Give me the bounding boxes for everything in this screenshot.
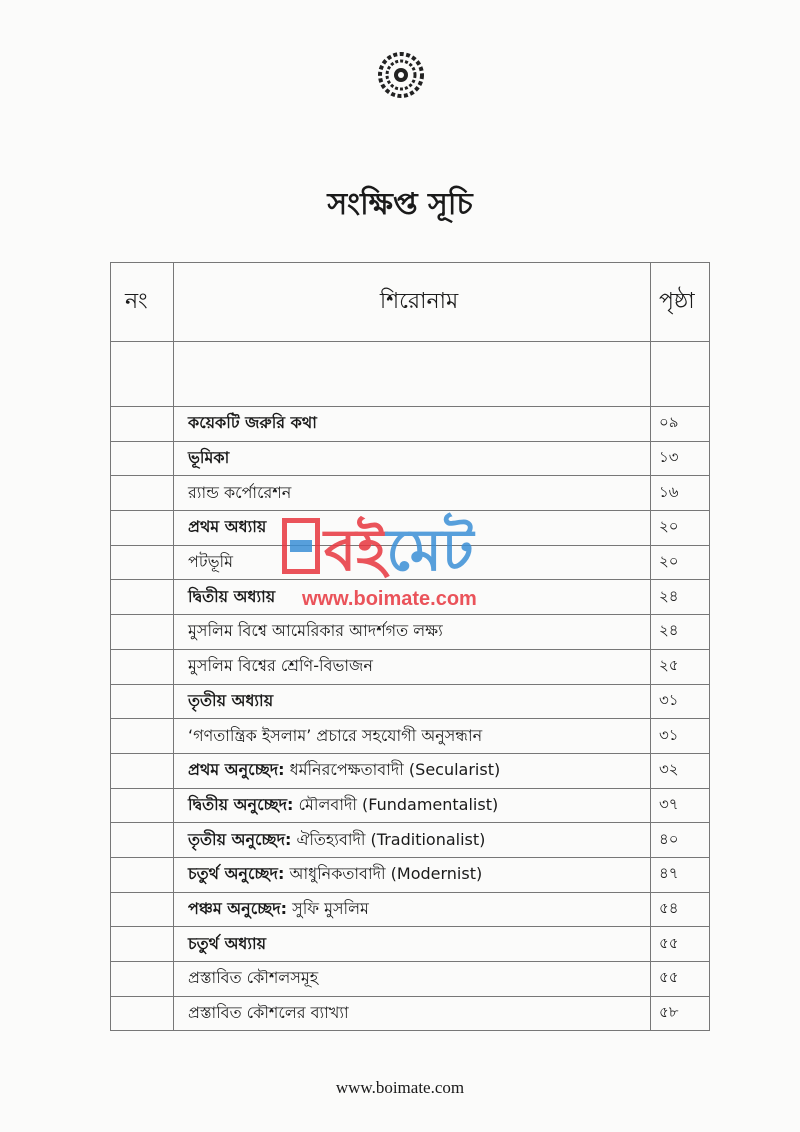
row-number [111,788,174,823]
row-page: ৩১ [651,684,710,719]
row-page: ১৬ [651,476,710,511]
heading-text: প্রস্তাবিত কৌশলসমূহ [188,968,319,988]
heading-bold: প্রথম অনুচ্ছেদ: [188,760,285,780]
row-page: ৩১ [651,719,710,754]
row-heading [174,857,651,892]
row-number [111,615,174,650]
table-row [111,857,710,892]
heading-bold: তৃতীয় অধ্যায় [188,690,274,710]
row-page: ৫৫ [651,962,710,997]
row-number [111,719,174,754]
header-number: নং [111,263,174,342]
header-page: পৃষ্ঠা [651,263,710,342]
row-number [111,927,174,962]
heading-bold: তৃতীয় অনুচ্ছেদ: [188,829,292,849]
table-row [111,649,710,684]
row-page: ৩৭ [651,788,710,823]
row-heading [174,615,651,650]
footer-url: www.boimate.com [335,1078,465,1097]
row-page: ২৫ [651,649,710,684]
row-page: ৫৮ [651,996,710,1031]
heading-bold: চতুর্থ অধ্যায় [188,933,267,953]
row-heading [174,719,651,754]
heading-text: মৌলবাদী (Fundamentalist) [293,794,499,814]
heading-bold: দ্বিতীয় অধ্যায় [188,586,276,606]
row-number [111,580,174,615]
row-heading [174,823,651,858]
row-heading [174,684,651,719]
flower-ornament-icon [378,52,424,98]
row-page: ০৯ [651,407,710,442]
heading-text: মুসলিম বিশ্বের শ্রেণি-বিভাজন [188,656,373,676]
row-page: ২৪ [651,615,710,650]
heading-text: সুফি মুসলিম [287,898,369,918]
header-heading: শিরোনাম [174,263,651,342]
row-page: ৫৫ [651,927,710,962]
heading-bold: কয়েকটি জরুরি কথা [188,413,317,433]
heading-text: পটভূমি [188,552,233,572]
row-heading [174,788,651,823]
heading-bold: দ্বিতীয় অনুচ্ছেদ: [188,794,294,814]
table-row [111,684,710,719]
row-heading [174,649,651,684]
row-page: ২০ [651,545,710,580]
row-number [111,996,174,1031]
row-heading [174,407,651,442]
row-page: ২০ [651,511,710,546]
row-number [111,823,174,858]
row-heading [174,996,651,1031]
table-row [111,441,710,476]
heading-text: আধুনিকতাবাদী (Modernist) [284,864,483,884]
row-page: ২৪ [651,580,710,615]
row-heading [174,927,651,962]
watermark-logo: বইমেট [282,506,474,603]
table-row [111,407,710,442]
table-row [111,753,710,788]
table-row [111,788,710,823]
table-row [111,823,710,858]
heading-bold: চতুর্থ অনুচ্ছেদ: [188,864,285,884]
table-row [111,996,710,1031]
row-number [111,476,174,511]
heading-bold: ভূমিকা [188,448,230,468]
row-heading [174,441,651,476]
heading-text: প্রস্তাবিত কৌশলের ব্যাখ্যা [188,1003,349,1023]
table-row [111,719,710,754]
row-number [111,441,174,476]
row-number [111,649,174,684]
row-number [111,962,174,997]
heading-bold: পঞ্চম অনুচ্ছেদ: [188,898,288,918]
heading-text: র‍্যান্ড কর্পোরেশন [188,482,292,502]
row-page: ৪৭ [651,857,710,892]
row-number [111,545,174,580]
table-row [111,962,710,997]
row-heading [174,892,651,927]
table-row [111,927,710,962]
heading-text: ‘গণতান্ত্রিক ইসলাম’ প্রচারে সহযোগী অনুসন্ধান [188,725,483,745]
row-number [111,753,174,788]
contents-table [110,262,710,1031]
book-icon [282,518,320,574]
blank-row [111,342,710,407]
row-page: ১৩ [651,441,710,476]
watermark [282,502,532,617]
heading-text: মুসলিম বিশ্বে আমেরিকার আদর্শগত লক্ষ্য [188,621,443,641]
row-number [111,511,174,546]
table-row [111,892,710,927]
row-number [111,684,174,719]
row-page: ৫৪ [651,892,710,927]
row-page: ৪০ [651,823,710,858]
row-number [111,857,174,892]
row-heading [174,962,651,997]
row-number [111,892,174,927]
table-row [111,615,710,650]
row-heading [174,753,651,788]
table-header [111,263,710,342]
heading-text: ধর্মনিরপেক্ষতাবাদী (Secularist) [284,760,501,780]
row-number [111,407,174,442]
heading-bold: প্রথম অধ্যায় [188,517,267,537]
row-page: ৩২ [651,753,710,788]
page-title: সংক্ষিপ্ত সূচি [327,187,473,222]
heading-text: ঐতিহ্যবাদী (Traditionalist) [291,829,486,849]
watermark-url: www.boimate.com [302,588,477,610]
